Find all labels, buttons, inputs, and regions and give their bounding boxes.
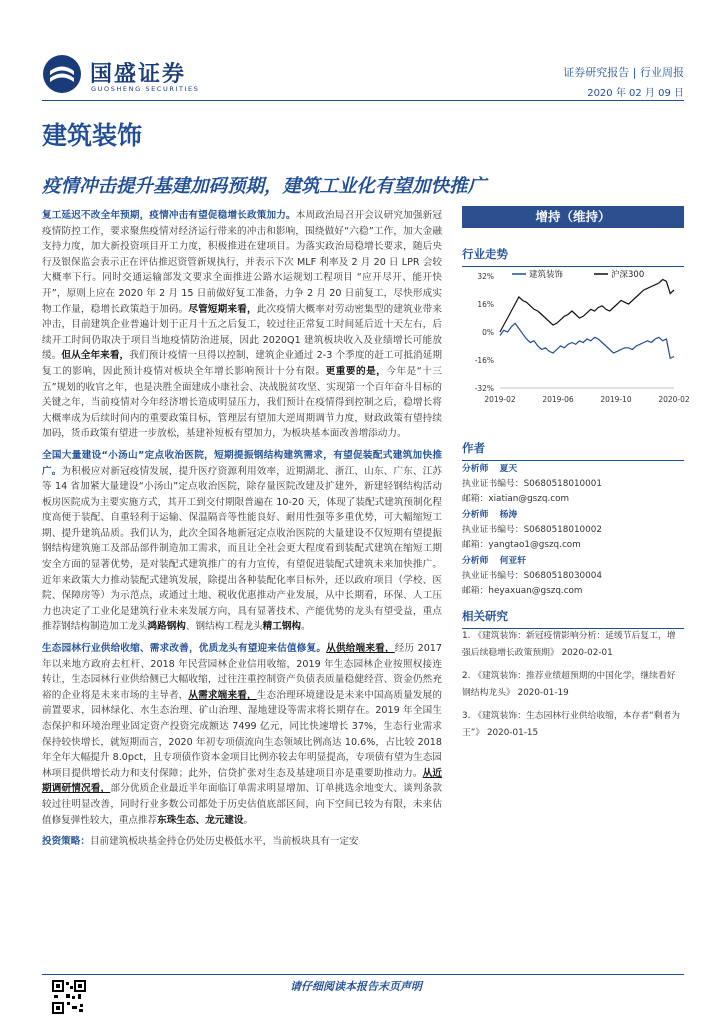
p1-text-e: 我们预计疫情一旦得以控制，建筑企业通过 2-3 个季度的赶工可抵消延期复工的影响，因此预计疫情对板块全年增长影响预计十分有限。 bbox=[42, 350, 442, 377]
trend-chart bbox=[462, 268, 690, 414]
chart-x-ticks bbox=[484, 388, 690, 404]
author-cert: S0680518030004 bbox=[523, 571, 602, 581]
x-tick-label: 2020-02 bbox=[658, 395, 690, 404]
logo-english: GUOSHENG SECURITIES bbox=[91, 85, 200, 93]
main-body bbox=[42, 208, 442, 856]
p3-text-d: 生态治理环境建设是未来中国高质量发展的前置要求，园林绿化、水生态治理、矿山治理、湿地建设等需求将长期存在。2019 年全国生态保护和环境治理业固定资产投资完成额达 7499 亿元，同比快速增长 37%，生态行业需求保持较快增长，就短期而言，2020 年初专项债流向生态领域比例高达 10.6%，占比较 2018 年全年大幅提升 8.0pct，且专项债作资本金项目比例亦较去年明显提高，专项债有望为生态园林项目提供增长动力和支付保障；此外，信贷扩张对生态及基建项目亦是重要助推动力。 bbox=[42, 689, 443, 779]
y-tick-label: 0% bbox=[482, 328, 494, 337]
author-name: 夏天 bbox=[499, 464, 518, 474]
rating-badge: 增持（维持） bbox=[462, 206, 684, 228]
report-type: 证券研究报告 | 行业周报 bbox=[563, 66, 684, 79]
p1-bold-d: 但从全年来看， bbox=[61, 350, 130, 362]
related-num: 3. bbox=[462, 711, 471, 721]
chart-y-ticks bbox=[475, 272, 494, 393]
logo-name: 国盛证券 bbox=[90, 62, 187, 87]
p3-lead: 生态园林行业供给收缩、需求改善，优质龙头有望迎来估值修复。 bbox=[42, 643, 327, 655]
related-date: 2020-02-01 bbox=[561, 648, 613, 658]
cert-label: 执业证书编号： bbox=[462, 571, 524, 581]
p3-bold-g: 东珠生态、龙元建设 bbox=[157, 814, 244, 826]
report-headline: 疫情冲击提升基建加码预期，建筑工业化有望加快推广 bbox=[42, 176, 487, 197]
p3-text-h: 。 bbox=[243, 814, 254, 826]
author-cert: S0680518010002 bbox=[523, 525, 602, 535]
p3-bold-c: 从需求端来看， bbox=[188, 689, 257, 701]
related-text: 《建筑装饰：推荐业绩超预期的中国化学，继续看好钢结构龙头》 bbox=[462, 671, 676, 698]
related-section bbox=[462, 608, 686, 629]
mail-label: 邮箱： bbox=[462, 586, 489, 596]
paragraph-3 bbox=[42, 641, 442, 828]
p3-text-f: 部分优质企业最近半年面临订单需求明显增加、订单挑选余地变大、谈判条款较过往明显改善，同时行业多数公司都处于历史估值底部区间，向下空间已较为有限，未来估值修复弹性较大，重点推荐 bbox=[42, 783, 443, 826]
related-date: 2020-01-19 bbox=[517, 688, 569, 698]
p3-bold-e: 从近期调研情况看， bbox=[42, 767, 443, 795]
guosheng-logo-icon bbox=[42, 54, 82, 94]
related-item[interactable] bbox=[462, 628, 684, 662]
paragraph-4 bbox=[42, 834, 442, 850]
p1-text-g: 今年是“十三五”规划的收官之年，也是决胜全面建成小康社会、决战脱贫攻坚、实现第一个百年奋斗目标的关键之年，当前疫情对今年经济增长造成明显压力，我们预计在疫情得到控制之后，稳增长将大概率成为后续时间内的重要政策目标，管理层有望加大逆周期调节力度，财政政策有望持续加码，货币政策有望进一步放松，基建补短板有望加力，为板块基本面改善增添动力。 bbox=[42, 365, 443, 440]
series-line bbox=[500, 280, 674, 333]
footer-divider bbox=[42, 974, 684, 975]
legend-label: 沪深300 bbox=[611, 270, 645, 280]
x-tick-label: 2019-10 bbox=[600, 395, 632, 404]
authors-title: 作者 bbox=[462, 441, 485, 455]
p3-text-b: 经历 2017 年以来地方政府去杠杆、2018 年民营园林企业信用收缩，2019 年生态园林企业按照权接连转让，生态园林行业供给侧已大幅收缩，过往注重控制资产负债表质量稳健经营、资金仍然充裕的企业将是未来市场的主导者， bbox=[42, 643, 443, 701]
p3-bold-a: 从供给端来看， bbox=[326, 643, 395, 655]
p4-text-a: 目前建筑板块基金持仓仍处历史极低水平，当前板块具有一定安 bbox=[89, 836, 359, 848]
sector-title: 建筑装饰 bbox=[42, 121, 143, 150]
p2-bold-b: 鸿路钢构 bbox=[147, 621, 186, 633]
authors-section bbox=[462, 440, 686, 461]
related-text: 《建筑装饰：生态园林行业供给收缩，本存者“剩者为王”》 bbox=[462, 711, 681, 738]
author-email[interactable]: xiatian@gszq.com bbox=[488, 494, 570, 504]
series-line bbox=[500, 323, 674, 358]
author-name: 何亚轩 bbox=[499, 556, 526, 566]
header-divider bbox=[42, 100, 684, 101]
y-tick-label: -32% bbox=[474, 384, 494, 393]
chart-legend bbox=[512, 269, 644, 280]
mail-label: 邮箱： bbox=[462, 540, 489, 550]
report-date: 2020 年 02 月 09 日 bbox=[587, 88, 684, 99]
p1-lead: 复工延迟不改全年预期，疫情冲击有望促稳增长政策加力。 bbox=[42, 210, 296, 221]
author-entry bbox=[462, 508, 686, 554]
related-item[interactable] bbox=[462, 708, 684, 742]
related-date: 2020-01-15 bbox=[486, 728, 539, 738]
author-entry bbox=[462, 462, 686, 508]
p1-bold-b: 尽管短期来看， bbox=[188, 303, 257, 315]
author-role: 分析师 bbox=[462, 464, 489, 474]
y-tick-label: 16% bbox=[477, 300, 494, 309]
p2-bold-d: 精工钢构 bbox=[262, 621, 302, 633]
related-num: 2. bbox=[462, 671, 471, 681]
p1-text-c: 此次疫情大概率对劳动密集型的建筑业带来冲击，目前建筑企业普遍计划于正月十五之后复工，较过往正常复工时间延后近十天左右，后续开工时间仍取决于项目当地疫情防治进展，因此 2020Q1 建筑板块收入及业绩增长可能放缓。 bbox=[42, 303, 443, 362]
related-text: 《建筑装饰：新冠疫情影响分析：延缓节后复工，增强后续稳增长政策预期》 bbox=[462, 631, 676, 658]
y-tick-label: -16% bbox=[474, 356, 494, 365]
p4-lead: 投资策略： bbox=[42, 836, 90, 848]
legend-label: 建筑装饰 bbox=[529, 270, 564, 280]
author-cert: S0680518010001 bbox=[523, 479, 602, 489]
trend-divider bbox=[462, 266, 684, 267]
related-num: 1. bbox=[462, 631, 471, 641]
y-tick-label: 32% bbox=[477, 272, 494, 281]
related-title: 相关研究 bbox=[462, 609, 508, 623]
p2-text-e: 。 bbox=[301, 621, 311, 633]
qr-code-icon bbox=[52, 980, 86, 1014]
p1-bold-f: 更重要的是， bbox=[325, 365, 387, 377]
author-name: 杨涛 bbox=[499, 510, 518, 520]
author-email[interactable]: yangtao1@gszq.com bbox=[488, 540, 581, 550]
mail-label: 邮箱： bbox=[462, 494, 489, 504]
x-tick-label: 2019-02 bbox=[484, 395, 516, 404]
author-role: 分析师 bbox=[462, 510, 489, 520]
author-role: 分析师 bbox=[462, 556, 489, 566]
related-list bbox=[462, 628, 684, 742]
p2-text-c: 、钢结构工程龙头 bbox=[185, 621, 263, 633]
author-email[interactable]: heyaxuan@gszq.com bbox=[488, 586, 583, 596]
trend-section bbox=[462, 246, 686, 267]
paragraph-2 bbox=[42, 448, 442, 635]
paragraph-1 bbox=[42, 208, 442, 442]
related-item[interactable] bbox=[462, 668, 684, 702]
footer-notice: 请仔细阅读本报告末页声明 bbox=[290, 980, 422, 993]
author-entry bbox=[462, 554, 686, 600]
cert-label: 执业证书编号： bbox=[462, 525, 524, 535]
authors-divider bbox=[462, 460, 684, 461]
trend-title: 行业走势 bbox=[462, 247, 508, 261]
p1-text-a: 本周政治局召开会议研究加强新冠疫情防控工作，要求聚焦疫情对经济运行带来的冲击和影响，围绕做好“六稳”工作，加大金融支持力度，加大新投资项目开工力度，积极推进在建项目。为落实政治局稳增长要求，随后央行及银保监会表示正在评估推迟资管新规执行，并表示下次 MLF 利率及 2 月 20 日 LPR 会较大概率下行。同时交通运输部发文要求全面推进公路水运规划工程项目 “应开尽开、能开快开”，原则上应在 2020 年 2 月 15 日前做好复工准备，力争 2 月 20 日前复工，尽快形成实物工作量，稳增长政策趋于加码。 bbox=[42, 210, 443, 315]
p2-lead: 全国大量建设“小汤山”定点收治医院，短期提振钢结构建筑需求，有望促装配式建筑加快推广。 bbox=[42, 449, 442, 477]
x-tick-label: 2019-06 bbox=[542, 395, 574, 404]
author-list bbox=[462, 462, 686, 600]
cert-label: 执业证书编号： bbox=[462, 479, 524, 489]
p2-text-a: 为积极应对新冠疫情发展，提升医疗资源利用效率，近期湖北、浙江、山东、广东、江苏等 14 省加紧大量建设“小汤山”定点收治医院，除存量医院改建及扩建外，新建轻钢结构活动板房医院成为主要实施方式，其开工到交付期限普遍在 10-20 天，体现了装配式建筑预制化程度高便于装配、自重轻利于运输、保温隔音等性能良好、耐用性强等多重优势，可大幅缩短工期、提升建筑品质。我们认为，此次全国各地新冠定点收治医院的大量建设不仅短期有望提振钢结构建筑施工及部品部件制造加工需求，而且让全社会更大程度看到装配式建筑在缩短工期安全方面的显著优势，是对装配式建筑推广的有力宣传，有望促进装配式建筑未来加快推广。近年来政策大力推动装配式建筑发展，除提出各种装配化率目标外，还以政府项目（学校、医院、保障房等）为示范点，或通过土地、税收优惠推动产业发展，从中长期看，环保、人工压力也决定了工业化是建筑行业未来发展方向，具有显著技术、产能优势的龙头有望受益，重点推荐钢结构制造加工龙头 bbox=[42, 465, 443, 633]
chart-lines bbox=[500, 280, 674, 359]
